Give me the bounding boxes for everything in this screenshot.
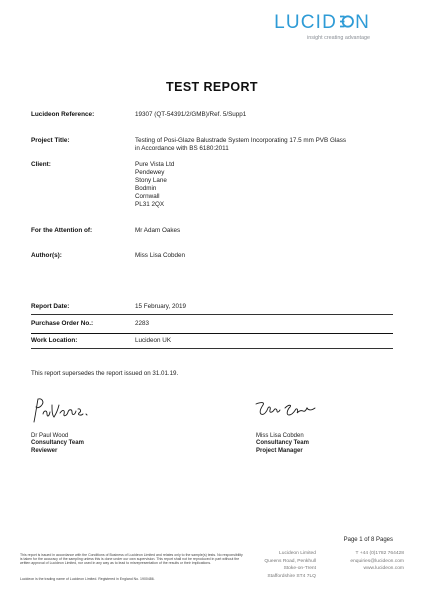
client-line: Stony Lane [135, 177, 167, 185]
divider [31, 314, 393, 315]
page-indicator: Page 1 of 8 Pages [343, 537, 393, 543]
footer-address-line: Lucideon Limited [279, 551, 316, 556]
footer-address-line: Staffordshire ST4 7LQ [267, 574, 316, 580]
authors-label: Author(s): [31, 252, 62, 259]
project-title-line: Testing of Posi-Glaze Balustrade System Incorporating 17.5 mm PVB Glass [135, 137, 347, 144]
page-title: TEST REPORT [166, 80, 258, 94]
client-line: Pendewey [135, 169, 165, 177]
reviewer-name: Dr Paul Wood [31, 433, 69, 439]
footer-address [238, 550, 316, 581]
manager-name: Miss Lisa Cobden [256, 433, 304, 439]
footer-legal-text: This report is issued in accordance with the Conditions of Business of Lucideon Limited and relates only to the sample(s) tests. No responsibility is taken for the accuracy of the sampling unless this is done under our own supervision. This report shall not be reproduced in part without the written approval of Lucideon Limited, nor used in any way as to lead to misrepresentation of the results or their implications. [20, 553, 243, 566]
client-address [135, 161, 174, 210]
work-location-value: Lucideon UK [135, 337, 172, 344]
attention-value: Mr Adam Oakes [135, 227, 181, 234]
footer-registration: Lucideon is the trading name of Lucideon Limited. Registered in England No. 1900486. [20, 577, 155, 581]
attention-label: For the Attention of: [31, 227, 93, 234]
report-date-label: Report Date: [31, 303, 70, 310]
reviewer-role: Reviewer [31, 447, 58, 454]
footer-contact [318, 550, 404, 573]
client-label: Client: [31, 161, 51, 168]
footer-address-line: Queens Road, Penkhull [264, 558, 316, 564]
manager-signatory [256, 433, 309, 455]
reference-value: 19307 (QT-54391/2/GMB)/Ref. 5/Supp1 [135, 111, 247, 118]
client-line: Pure Vista Ltd [135, 161, 175, 168]
footer-phone: T +44 (0)1782 764428 [355, 551, 404, 556]
report-date-value: 15 February, 2019 [135, 303, 186, 310]
reference-label: Lucideon Reference: [31, 111, 95, 118]
project-title-line: in Accordance with BS 6180:2011 [135, 145, 229, 153]
divider [31, 333, 393, 334]
manager-signature [253, 398, 319, 424]
reviewer-signature [30, 396, 92, 424]
project-title-label: Project Title: [31, 137, 70, 144]
manager-team: Consultancy Team [256, 440, 309, 447]
purchase-order-value: 2283 [135, 320, 150, 327]
manager-role: Project Manager [256, 447, 303, 454]
project-title-value [135, 137, 346, 153]
footer-website-link[interactable]: www.lucideon.com [363, 566, 404, 572]
authors-value: Miss Lisa Cobden [135, 252, 186, 259]
work-location-label: Work Location: [31, 337, 78, 344]
reviewer-signatory [31, 433, 84, 455]
footer-address-line: Stoke-on-Trent [283, 566, 316, 572]
logo-wordmark: LUCID N [274, 12, 370, 33]
logo-tagline: insight creating advantage [307, 35, 370, 41]
lucideon-logo [252, 12, 370, 41]
purchase-order-label: Purchase Order No.: [31, 320, 94, 327]
footer-email-link[interactable]: enquiries@lucideon.com [350, 558, 404, 564]
supersede-note: This report supersedes the report issued on 31.01.19. [31, 370, 179, 377]
client-line: Bodmin [135, 185, 157, 193]
client-line: Cornwall [135, 193, 160, 201]
client-line: PL31 2QX [135, 201, 165, 209]
divider [31, 348, 393, 349]
reviewer-team: Consultancy Team [31, 440, 84, 447]
logo-eo-glyph-icon [338, 14, 354, 29]
